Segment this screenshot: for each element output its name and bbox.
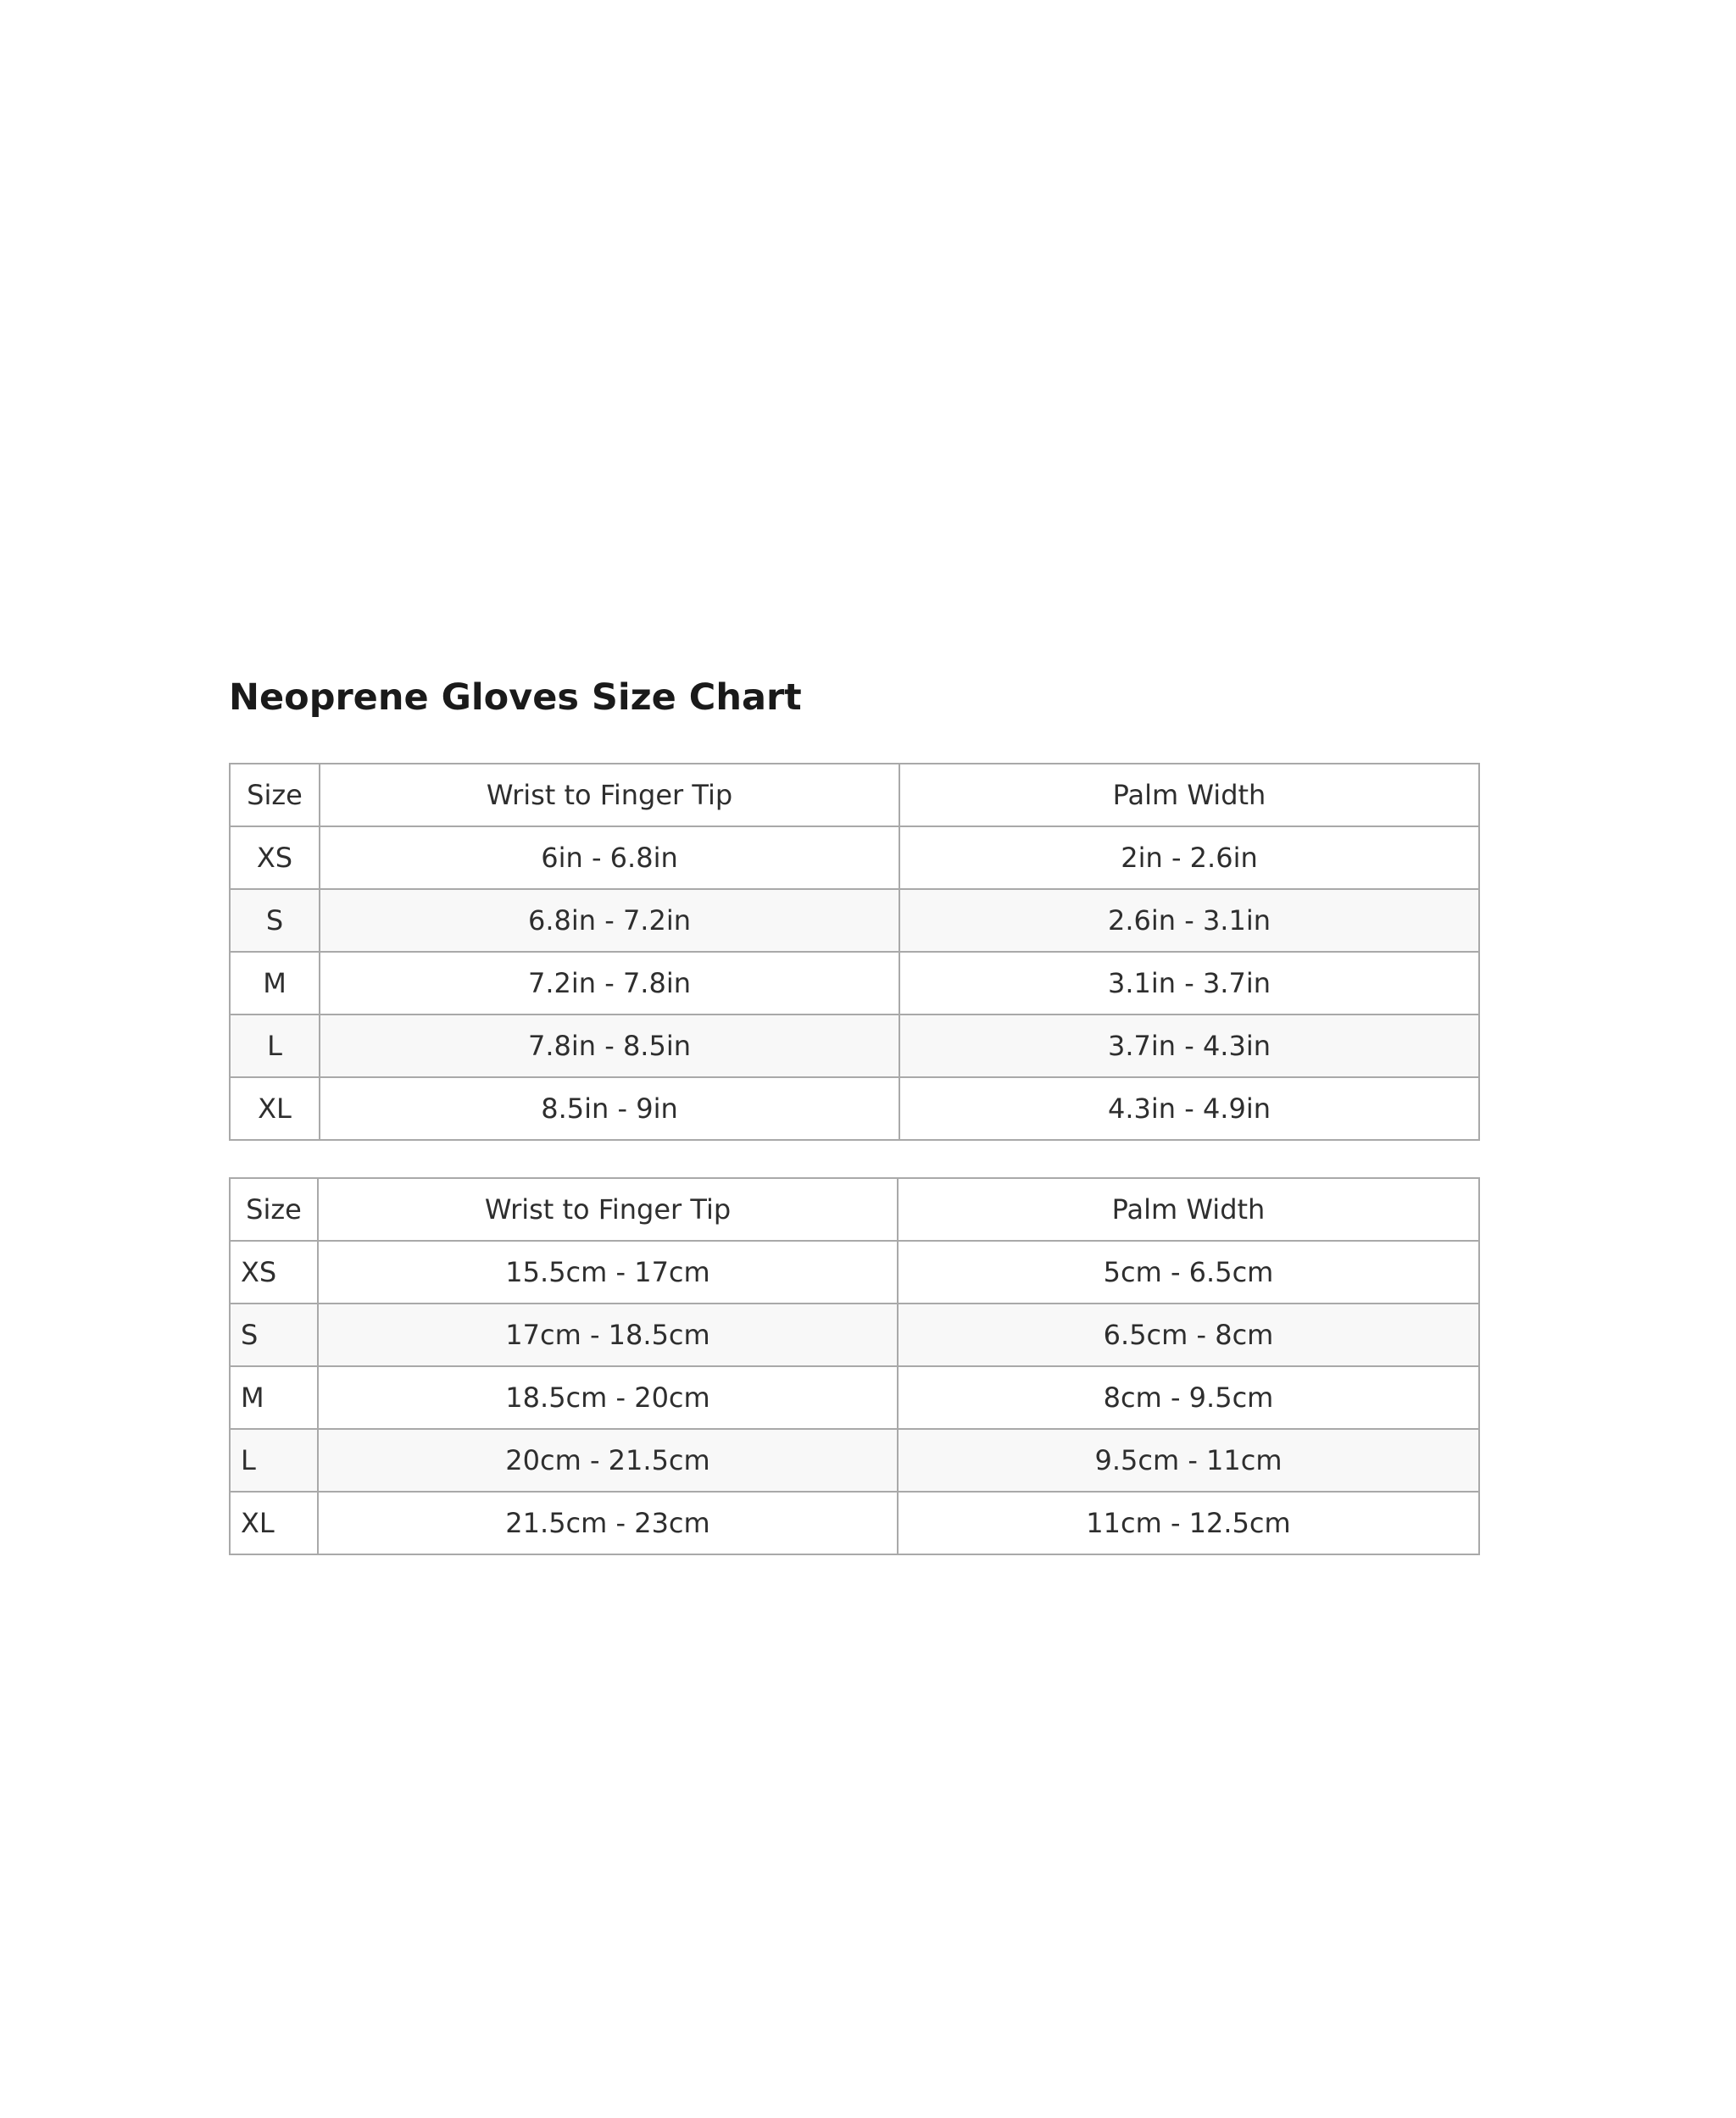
palm-cell: 2.6in - 3.1in bbox=[899, 889, 1479, 952]
table-header-row bbox=[230, 764, 1479, 826]
table-row bbox=[230, 1304, 1479, 1366]
header-size: Size bbox=[230, 1178, 318, 1241]
wrist-cell: 15.5cm - 17cm bbox=[318, 1241, 898, 1304]
size-cell: S bbox=[230, 1304, 318, 1366]
size-table-metric bbox=[229, 1177, 1480, 1555]
wrist-cell: 6.8in - 7.2in bbox=[320, 889, 899, 952]
table-row bbox=[230, 889, 1479, 952]
wrist-cell: 20cm - 21.5cm bbox=[318, 1429, 898, 1492]
size-cell: S bbox=[230, 889, 320, 952]
size-cell: M bbox=[230, 952, 320, 1015]
size-cell: XL bbox=[230, 1077, 320, 1140]
table-row bbox=[230, 1015, 1479, 1077]
header-size: Size bbox=[230, 764, 320, 826]
table-row bbox=[230, 826, 1479, 889]
table-row bbox=[230, 1366, 1479, 1429]
size-cell: XS bbox=[230, 1241, 318, 1304]
wrist-cell: 8.5in - 9in bbox=[320, 1077, 899, 1140]
table-row bbox=[230, 952, 1479, 1015]
table-row bbox=[230, 1241, 1479, 1304]
palm-cell: 6.5cm - 8cm bbox=[898, 1304, 1479, 1366]
wrist-cell: 18.5cm - 20cm bbox=[318, 1366, 898, 1429]
header-palm-width: Palm Width bbox=[899, 764, 1479, 826]
size-cell: XS bbox=[230, 826, 320, 889]
wrist-cell: 7.2in - 7.8in bbox=[320, 952, 899, 1015]
palm-cell: 11cm - 12.5cm bbox=[898, 1492, 1479, 1554]
wrist-cell: 17cm - 18.5cm bbox=[318, 1304, 898, 1366]
wrist-cell: 21.5cm - 23cm bbox=[318, 1492, 898, 1554]
size-cell: M bbox=[230, 1366, 318, 1429]
palm-cell: 3.1in - 3.7in bbox=[899, 952, 1479, 1015]
palm-cell: 9.5cm - 11cm bbox=[898, 1429, 1479, 1492]
table-row bbox=[230, 1077, 1479, 1140]
size-cell: L bbox=[230, 1015, 320, 1077]
header-wrist-to-finger-tip: Wrist to Finger Tip bbox=[320, 764, 899, 826]
table-header-row bbox=[230, 1178, 1479, 1241]
wrist-cell: 6in - 6.8in bbox=[320, 826, 899, 889]
palm-cell: 4.3in - 4.9in bbox=[899, 1077, 1479, 1140]
palm-cell: 2in - 2.6in bbox=[899, 826, 1479, 889]
wrist-cell: 7.8in - 8.5in bbox=[320, 1015, 899, 1077]
palm-cell: 5cm - 6.5cm bbox=[898, 1241, 1479, 1304]
size-cell: L bbox=[230, 1429, 318, 1492]
header-palm-width: Palm Width bbox=[898, 1178, 1479, 1241]
header-wrist-to-finger-tip: Wrist to Finger Tip bbox=[318, 1178, 898, 1241]
palm-cell: 8cm - 9.5cm bbox=[898, 1366, 1479, 1429]
size-table-imperial bbox=[229, 763, 1480, 1141]
table-row bbox=[230, 1492, 1479, 1554]
table-row bbox=[230, 1429, 1479, 1492]
palm-cell: 3.7in - 4.3in bbox=[899, 1015, 1479, 1077]
page-title: Neoprene Gloves Size Chart bbox=[229, 676, 802, 719]
size-cell: XL bbox=[230, 1492, 318, 1554]
